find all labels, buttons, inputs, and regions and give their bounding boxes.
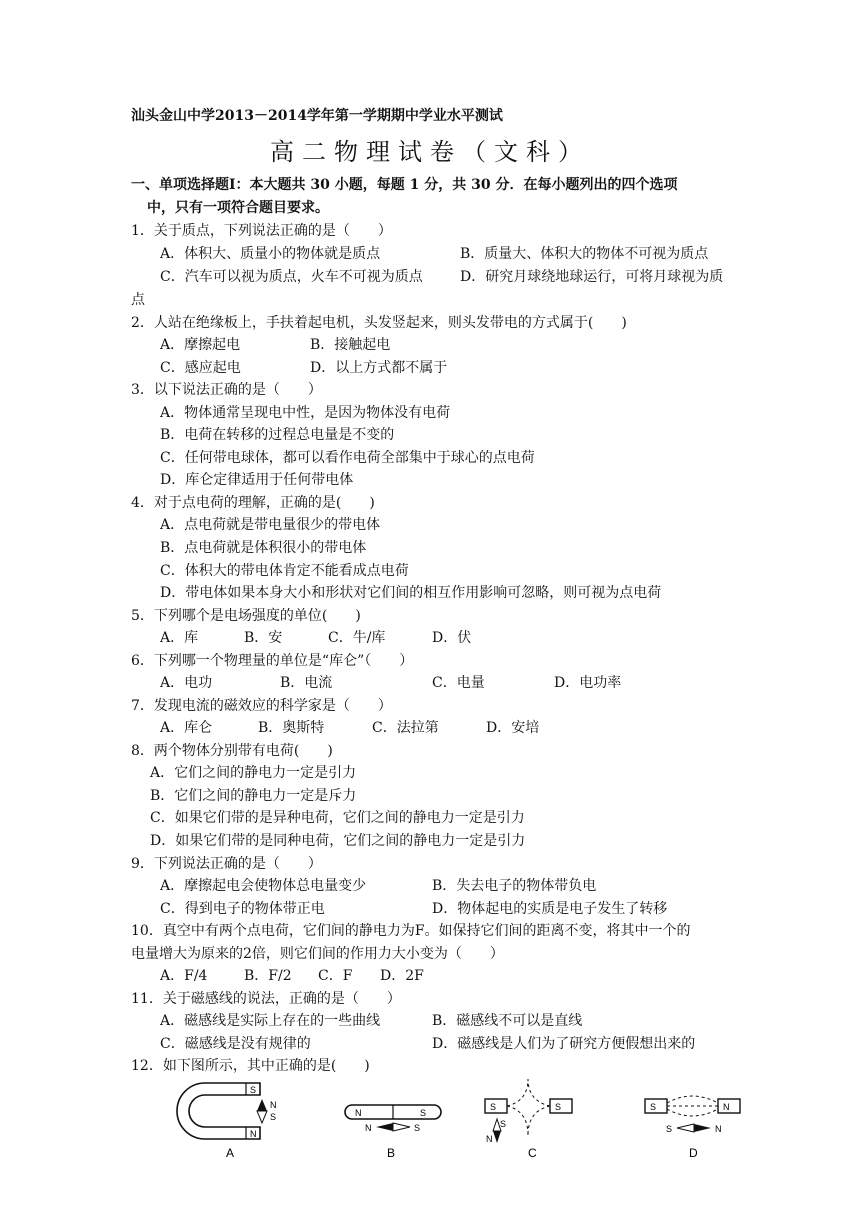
- figure-label-d: D: [689, 1146, 698, 1160]
- question-10-option-c: C．F: [318, 968, 353, 984]
- question-9-option-c: C．得到电子的物体带正电: [160, 901, 325, 917]
- figure-c-like-poles: [485, 1079, 572, 1144]
- question-11-option-a: A．磁感线是实际上存在的一些曲线: [160, 1013, 381, 1029]
- question-8-option-c: C．如果它们带的是异种电荷，它们之间的静电力一定是引力: [150, 810, 525, 826]
- figure-a-horseshoe-magnet: [177, 1083, 277, 1139]
- question-10-stem-line-2: 电量增大为原来的2倍，则它们间的作用力大小变为（ ）: [131, 946, 504, 962]
- question-4-option-c: C．体积大的带电体肯定不能看成点电荷: [160, 563, 409, 579]
- question-11-option-b: B．磁感线不可以是直线: [432, 1013, 583, 1029]
- figure-c-needle-n: N: [486, 1134, 493, 1144]
- question-9-option-b: B．失去电子的物体带负电: [432, 878, 597, 894]
- question-1-option-b: B．质量大、体积大的物体不可视为质点: [460, 246, 709, 262]
- question-1-option-d-wrap: 点: [131, 292, 145, 308]
- question-10-stem: 10．真空中有两个点电荷，它们间的静电力为F。如保持它们间的距离不变，将其中一个的: [131, 923, 691, 939]
- question-4-option-a: A．点电荷就是带电量很少的带电体: [160, 517, 381, 533]
- question-6-option-c: C．电量: [432, 675, 485, 691]
- question-6-stem: 6．下列哪一个物理量的单位是“库仑”（ ）: [131, 653, 414, 669]
- question-8-option-b: B．它们之间的静电力一定是斥力: [150, 788, 357, 804]
- section-line-1: 一、单项选择题Ⅰ：本大题共 30 小题，每题 1 分，共 30 分．在每小题列出的四个选项: [131, 177, 678, 193]
- figure-b-bar-magnet: [345, 1105, 441, 1133]
- question-1-option-c: C．汽车可以视为质点，火车不可视为质点: [160, 269, 423, 285]
- question-3-stem: 3．以下说法正确的是（ ）: [131, 382, 322, 398]
- magnet-figures: [150, 1075, 770, 1165]
- question-8-stem: 8．两个物体分别带有电荷( ): [131, 743, 333, 759]
- question-7-option-b: B．奥斯特: [258, 720, 325, 736]
- question-10-option-b: B．F/2: [244, 968, 292, 984]
- figure-a-pole-s: S: [250, 1085, 257, 1095]
- figure-c-pole-s-left: S: [490, 1102, 497, 1112]
- question-2-option-b: B．接触起电: [310, 337, 391, 353]
- question-11-stem: 11．关于磁感线的说法，正确的是（ ）: [131, 991, 401, 1007]
- question-1-stem: 1．关于质点，下列说法正确的是（ ）: [131, 223, 392, 239]
- question-5-option-c: C．牛/库: [328, 630, 386, 646]
- page-title: 高二物理试卷（文科）: [270, 138, 590, 166]
- question-1-option-d: D．研究月球绕地球运行，可将月球视为质: [460, 269, 724, 285]
- question-10-option-d: D．2F: [380, 968, 424, 984]
- question-5-option-a: A．库: [160, 630, 199, 646]
- figure-b-needle-n: N: [365, 1123, 372, 1133]
- figure-c-pole-s-right: S: [555, 1102, 562, 1112]
- section-instructions: [131, 174, 771, 220]
- question-3-option-a: A．物体通常呈现电中性，是因为物体没有电荷: [160, 405, 451, 421]
- question-6-option-d: D．电功率: [554, 675, 622, 691]
- section-line-2: 中，只有一项符合题目要求。: [147, 200, 329, 216]
- question-7-option-c: C．法拉第: [372, 720, 439, 736]
- question-6-option-a: A．电功: [160, 675, 213, 691]
- question-6-option-b: B．电流: [280, 675, 333, 691]
- figure-a-needle-n: N: [270, 1100, 277, 1110]
- figure-d-opposite-poles: [645, 1096, 740, 1134]
- figure-a-pole-n: N: [250, 1129, 257, 1139]
- figure-label-c: C: [528, 1146, 537, 1160]
- figure-d-pole-n: N: [723, 1102, 730, 1112]
- figure-d-needle-n: N: [715, 1124, 722, 1134]
- question-11-option-c: C．磁感线是没有规律的: [160, 1036, 311, 1052]
- figure-d-pole-s: S: [650, 1102, 657, 1112]
- question-5-stem: 5．下列哪个是电场强度的单位( ): [131, 608, 361, 624]
- figure-b-pole-s: S: [420, 1108, 427, 1118]
- question-2-option-c: C．感应起电: [160, 360, 241, 376]
- school-header: 汕头金山中学2013－2014学年第一学期期中学业水平测试: [131, 108, 503, 124]
- question-3-option-c: C．任何带电球体，都可以看作电荷全部集中于球心的点电荷: [160, 450, 535, 466]
- question-7-option-d: D．安培: [486, 720, 540, 736]
- figure-a-needle-s: S: [270, 1112, 277, 1122]
- question-3-option-d: D．库仑定律适用于任何带电体: [160, 472, 354, 488]
- figure-b-pole-n: N: [355, 1108, 362, 1118]
- question-5-option-b: B．安: [244, 630, 283, 646]
- question-4-option-d: D．带电体如果本身大小和形状对它们间的相互作用影响可忽略，则可视为点电荷: [160, 585, 662, 601]
- question-8-option-a: A．它们之间的静电力一定是引力: [150, 765, 357, 781]
- question-5-option-d: D．伏: [432, 630, 472, 646]
- figure-b-needle-s: S: [414, 1123, 421, 1133]
- question-4-option-b: B．点电荷就是体积很小的带电体: [160, 540, 367, 556]
- question-9-option-d: D．物体起电的实质是电子发生了转移: [432, 901, 668, 917]
- question-4-stem: 4．对于点电荷的理解，正确的是( ): [131, 495, 375, 511]
- question-9-option-a: A．摩擦起电会使物体总电量变少: [160, 878, 367, 894]
- question-2-option-a: A．摩擦起电: [160, 337, 241, 353]
- question-3-option-b: B．电荷在转移的过程总电量是不变的: [160, 427, 395, 443]
- question-11-option-d: D．磁感线是人们为了研究方便假想出来的: [432, 1036, 696, 1052]
- question-12-stem: 12．如下图所示，其中正确的是( ): [131, 1058, 370, 1074]
- question-2-option-d: D．以上方式都不属于: [310, 360, 448, 376]
- question-7-option-a: A．库仑: [160, 720, 213, 736]
- question-10-option-a: A．F/4: [160, 968, 208, 984]
- question-9-stem: 9．下列说法正确的是（ ）: [131, 856, 322, 872]
- question-1-option-a: A．体积大、质量小的物体就是质点: [160, 246, 381, 262]
- question-7-stem: 7．发现电流的磁效应的科学家是（ ）: [131, 698, 392, 714]
- question-2-stem: 2．人站在绝缘板上，手扶着起电机，头发竖起来，则头发带电的方式属于( ): [131, 315, 627, 331]
- figure-c-needle-s: S: [500, 1119, 507, 1129]
- figure-label-a: A: [226, 1146, 235, 1160]
- figure-d-needle-s: S: [666, 1124, 673, 1134]
- question-8-option-d: D．如果它们带的是同种电荷，它们之间的静电力一定是引力: [150, 833, 526, 849]
- figure-label-b: B: [387, 1146, 396, 1160]
